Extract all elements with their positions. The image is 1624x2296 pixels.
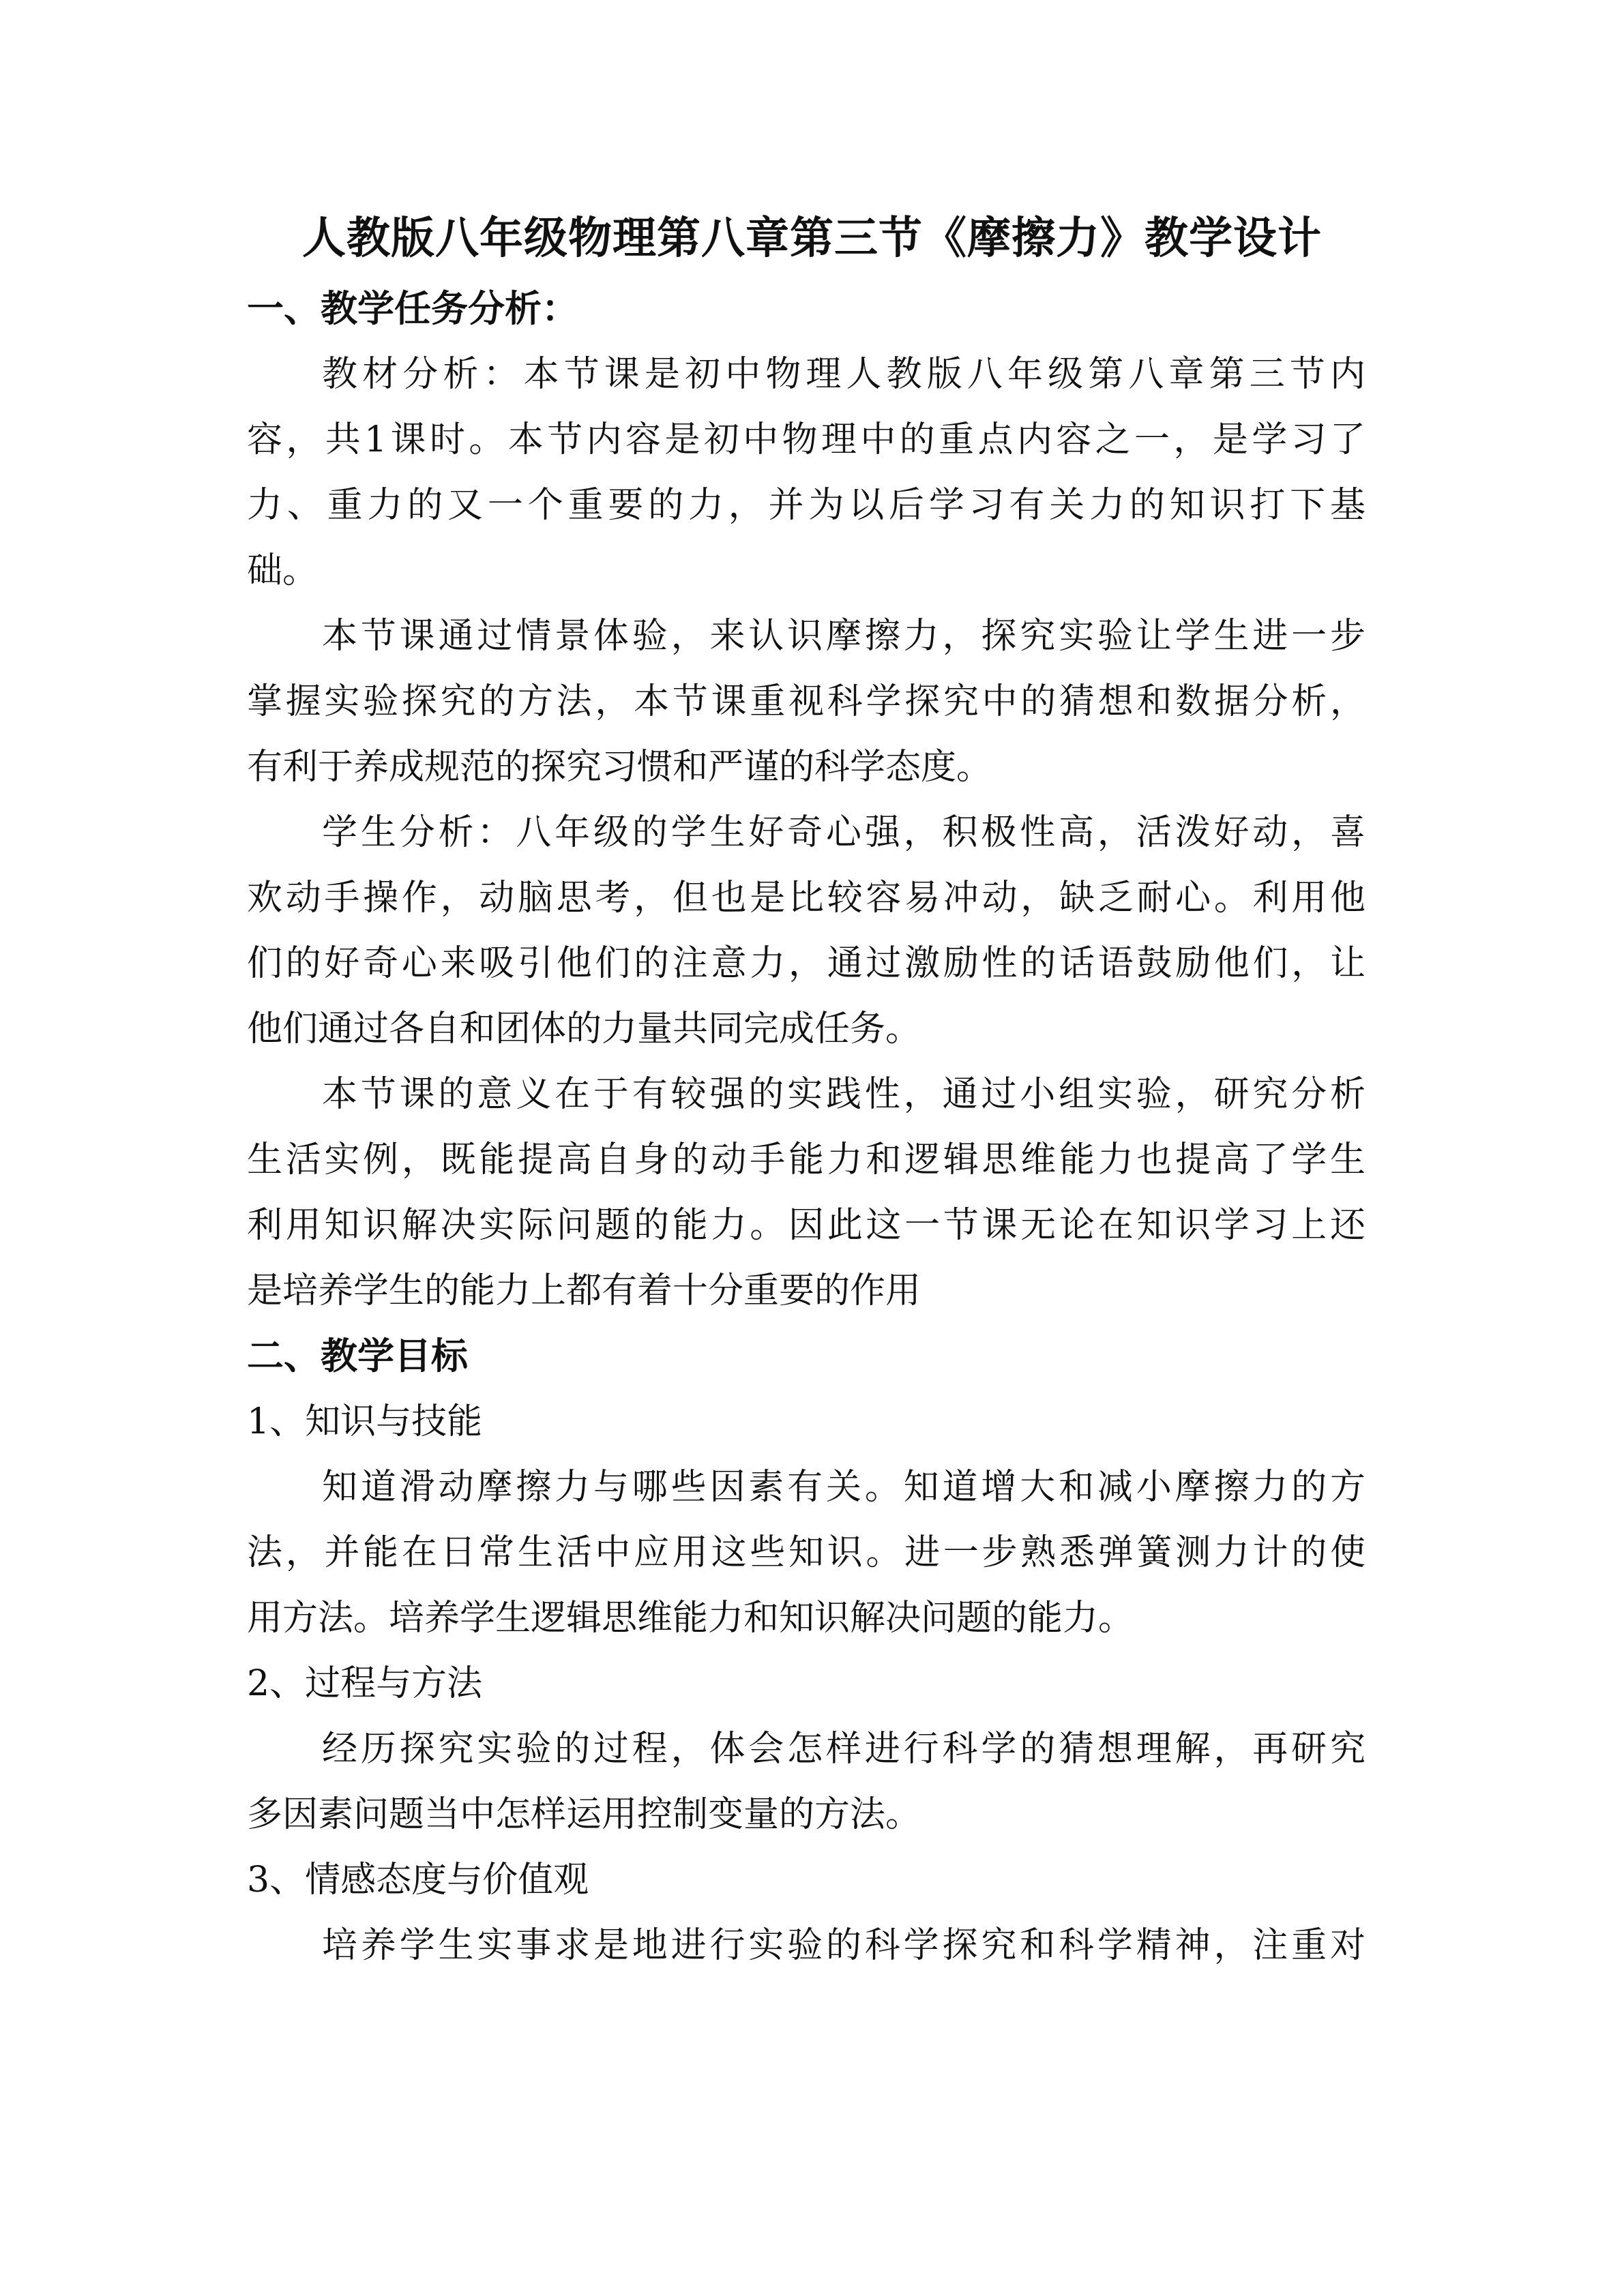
subheading-process-methods: 2、过程与方法 <box>247 1663 483 1704</box>
document-title: 人教版八年级物理第八章第三节《摩擦力》教学设计 <box>302 213 1322 264</box>
paragraph-textbook-analysis <box>247 342 1365 603</box>
paragraph-lesson-significance <box>247 1062 1365 1324</box>
text-line: 用方法。培养学生逻辑思维能力和知识解决问题的能力。 <box>247 1598 1134 1639</box>
paragraph-lesson-overview <box>247 603 1365 800</box>
section-heading-teaching-goals: 二、教学目标 <box>247 1335 468 1377</box>
text-line: 欢动手操作，动脑思考，但也是比较容易冲动，缺乏耐心。利用他 <box>247 878 1365 919</box>
text-line: 培养学生实事求是地进行实验的科学探究和科学精神，注重对 <box>322 1925 1365 1966</box>
paragraph-knowledge-skills <box>247 1455 1365 1651</box>
text-line: 有利于养成规范的探究习惯和严谨的科学态度。 <box>247 747 992 788</box>
text-line: 本节课通过情景体验，来认识摩擦力，探究实验让学生进一步 <box>322 616 1365 657</box>
text-line: 多因素问题当中怎样运用控制变量的方法。 <box>247 1794 921 1835</box>
text-line: 本节课的意义在于有较强的实践性，通过小组实验，研究分析 <box>322 1074 1365 1115</box>
text-line: 掌握实验探究的方法，本节课重视科学探究中的猜想和数据分析， <box>247 681 1365 722</box>
document-body <box>247 276 1365 1978</box>
text-line: 教材分析：本节课是初中物理人教版八年级第八章第三节内 <box>322 354 1365 395</box>
text-line: 力、重力的又一个重要的力，并为以后学习有关力的知识打下基 <box>247 485 1365 526</box>
text-line: 学生分析：八年级的学生好奇心强，积极性高，活泼好动，喜 <box>322 812 1365 853</box>
subheading-attitudes-values: 3、情感态度与价值观 <box>247 1860 589 1900</box>
paragraph-process-methods <box>247 1716 1365 1847</box>
text-line: 他们通过各自和团体的力量共同完成任务。 <box>247 1009 921 1049</box>
text-line: 知道滑动摩擦力与哪些因素有关。知道增大和减小摩擦力的方 <box>322 1467 1365 1508</box>
text-line: 法，并能在日常生活中应用这些知识。进一步熟悉弹簧测力计的使 <box>247 1532 1365 1573</box>
paragraph-student-analysis <box>247 800 1365 1062</box>
subheading-knowledge-skills: 1、知识与技能 <box>247 1401 483 1442</box>
section-heading-task-analysis: 一、教学任务分析： <box>247 287 578 330</box>
text-line: 础。 <box>247 550 319 591</box>
text-line: 是培养学生的能力上都有着十分重要的作用 <box>247 1270 921 1311</box>
text-line: 利用知识解决实际问题的能力。因此这一节课无论在知识学习上还 <box>247 1205 1365 1246</box>
text-line: 经历探究实验的过程，体会怎样进行科学的猜想理解，再研究 <box>322 1729 1365 1770</box>
text-line: 容，共1课时。本节内容是初中物理中的重点内容之一，是学习了 <box>247 419 1365 460</box>
paragraph-attitudes-values <box>247 1913 1365 1978</box>
text-line: 们的好奇心来吸引他们的注意力，通过激励性的话语鼓励他们，让 <box>247 943 1365 984</box>
text-line: 生活实例，既能提高自身的动手能力和逻辑思维能力也提高了学生 <box>247 1139 1365 1180</box>
